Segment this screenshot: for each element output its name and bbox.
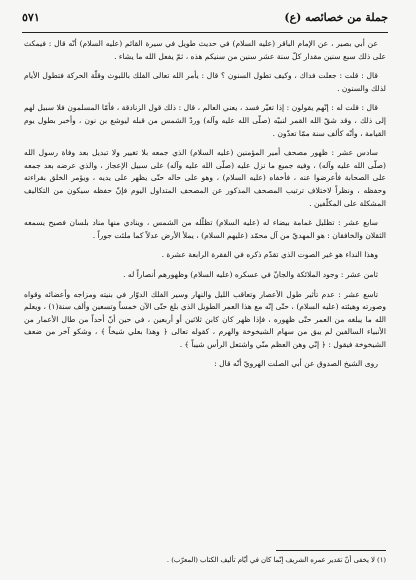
page-header bbox=[22, 6, 388, 28]
paragraph: سادس عشر : ظهور مصحف أمير المؤمنين (عليه السلام) الذي جمعه بلا تغيير ولا تبديل بعد وفاة رسول الله (صلّى الله عليه وآله) ، وفيه جميع ما نزل عليه (صلّى الله عليه وآله) على سبيل الإعجاز ، والذي عرضه بعد جمعه على الصحابة فأعرضوا عنه ، فأخفاه (عليه السلام) ، وهو على حاله حتّى يظهر على يديه ، ويؤمر الخلق بقراءته وحفظه ، ونظراً لاختلاف ترتيب المصحف المذكور عن المصحف المتداول اليوم فإنّ حفظه سيكون من التكاليف المشكلة على المكلّفين . bbox=[24, 148, 386, 208]
footnote: (١) لا يخفى أنّ تقدير عمره الشريف إنّما كان في أيّام تأليف الكتاب (المعرّب) . bbox=[166, 556, 386, 564]
header-divider bbox=[22, 32, 388, 33]
paragraph: ثامن عشر : وجود الملائكة والجانّ في عسكره (عليه السلام) وظهورهم أنصاراً له . bbox=[123, 269, 378, 279]
running-title: جملة من خصائصه (ع) bbox=[284, 10, 388, 24]
paragraph: روى الشيخ الصدوق عن أبي الصلت الهرويّ أنّه قال : bbox=[214, 359, 378, 369]
paragraph: وهذا النداء هو غير الصوت الذي تقدّم ذكره في الفقرة الرابعة عشرة . bbox=[161, 250, 378, 260]
paragraph: قال : قلت : جعلت فداك ، وكيف تطول السنون ؟ قال : يأمر الله تعالى الفلك باللبوث وقلّة الحركة فتطول الأيام لذلك والسنون . bbox=[24, 71, 386, 93]
paragraph: سابع عشر : تظليل غمامة بيضاء له (عليه السلام) تظلّله من الشمس ، وينادي منها مناد بلسان فصيح يسمعه الثقلان والخافقان : هو المهديّ من آل محمّد (عليهم السلام) ، يملأ الأرض عدلاً كما ملئت جوراً . bbox=[24, 218, 386, 240]
paragraph: عن أبي بصير ، عن الإمام الباقر (عليه السلام) في حديث طويل في سيرة القائم (عليه السلام) أنّه قال : فيمكث على ذلك سبع سنين مقدار كلّ سنة عشر سنين من سنيكم هذه ، ثمّ يفعل الله ما يشاء . bbox=[24, 39, 386, 61]
paragraph: تاسع عشر : عدم تأثير طول الأعصار وتعاقب الليل والنهار وسير الفلك الدوّار في بنيته ومزاجه وأعضائه وقواه وصورته وهيئته (عليه السلام) ، حتّى إنّه مع هذا العمر الطويل الذي بلغ حتّى الآن خمساً وتسعين وألف سنة(١) ، ويعلم الله ما يبلغه من العمر حتّى ظهوره ، فإذا ظهر كان كابن ثلاثين أو أربعين ، في حين أنّ أحداً من طال الأعمار من الأنبياء السالفين لم يبق من سهام الشيخوخة والهرم ، كقوله تعالى ﴿ وهذا بعلي شيخاً ﴾ ، وشكو آخر من ضعف الشيخوخة فيقول : ﴿ إنّي وهن العظم منّي واشتعل الرأس شيباً ﴾ . bbox=[24, 289, 386, 349]
paragraph: قال : قلت له : إنّهم يقولون : إذا تغيّر فسد ، يعني العالم ، قال : ذلك قول الزنادقة ، فأمّا المسلمون فلا سبيل لهم إلى ذلك ، وقد شقّ الله القمر لنبيّه (صلّى الله عليه وآله) وردّ الشمس من قبله ليوشع بن نون ، وأخبر بطول يوم القيامة ، وأنّه كألف سنة ممّا تعدّون . bbox=[24, 103, 386, 138]
page-number: ٥٧١ bbox=[22, 10, 40, 24]
page-body bbox=[24, 38, 386, 375]
footnote-divider bbox=[276, 550, 386, 551]
